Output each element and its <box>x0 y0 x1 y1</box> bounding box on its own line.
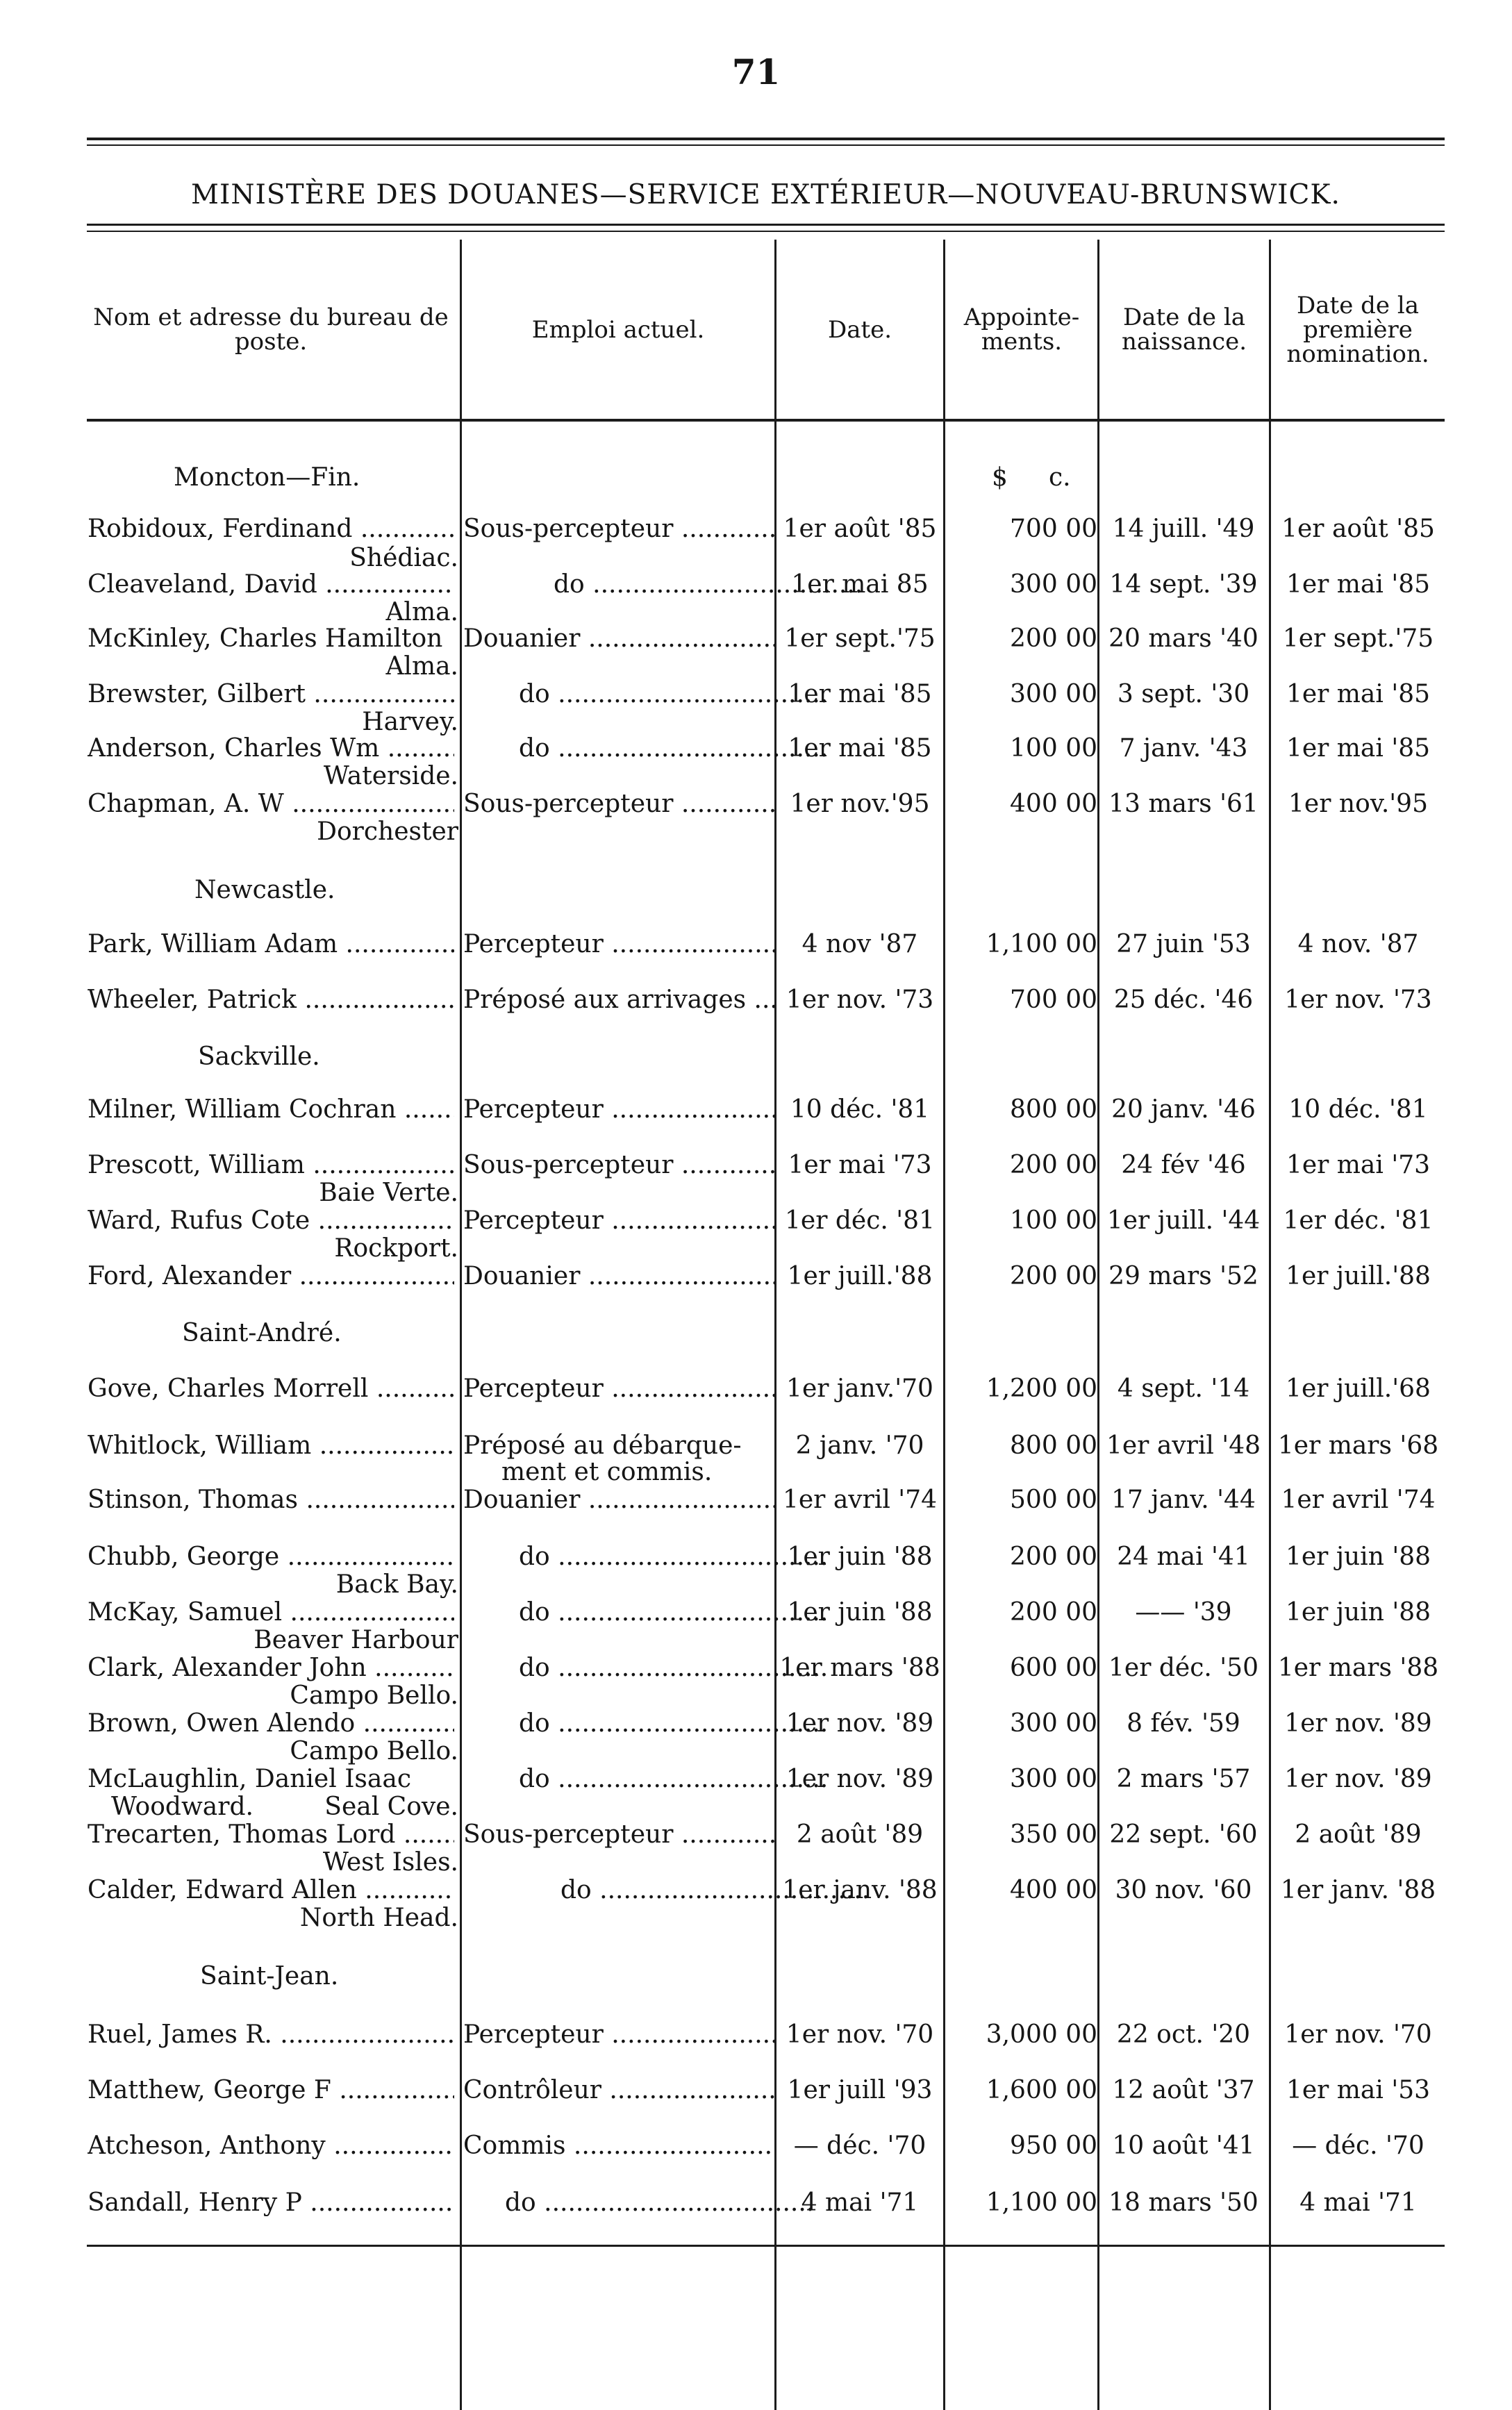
cell-date: 1er déc. '81 <box>785 1206 935 1235</box>
cell-appointements: 100 00 <box>1010 1206 1097 1235</box>
table-row <box>0 1821 1512 1849</box>
table-row <box>0 986 1512 1014</box>
place-name: Seal Cove. <box>324 1793 458 1821</box>
cell-emploi: Percepteur ..... <box>463 1096 774 1124</box>
cell-premiere: 4 mai '71 <box>1299 2188 1417 2217</box>
cell-nom: Whitlock, William ..... <box>88 1432 454 1460</box>
cell-date: 1er mai '73 <box>788 1151 932 1179</box>
cell-emploi: Sous-percepteur ..... <box>463 1821 774 1849</box>
cell-date: 2 janv. '70 <box>795 1431 924 1460</box>
cell-naissance: 1er juill. '44 <box>1106 1206 1261 1235</box>
currency-dollars: $ <box>992 463 1008 492</box>
cell-emploi: Percepteur ..... <box>463 2021 774 2049</box>
table-row <box>0 790 1512 818</box>
cell-appointements: 800 00 <box>1010 1431 1097 1460</box>
cell-nom: Brown, Owen Alendo ..... <box>88 1710 454 1738</box>
cell-nom: McKinley, Charles Hamilton <box>88 625 443 653</box>
cell-appointements: 700 00 <box>1010 515 1097 543</box>
cell-appointements: 200 00 <box>1010 1543 1097 1571</box>
cell-emploi: Commis ..... <box>463 2132 774 2160</box>
cell-naissance: 22 oct. '20 <box>1116 2020 1251 2049</box>
cell-premiere: 1er mai '85 <box>1286 570 1431 599</box>
cell-naissance: 25 déc. '46 <box>1113 986 1254 1014</box>
cell-date: — déc. '70 <box>793 2131 927 2160</box>
cell-naissance: 1er avril '48 <box>1106 1431 1261 1460</box>
section-heading: Saint-André. <box>182 1319 342 1347</box>
place-name: Waterside. <box>323 762 458 790</box>
place-name: Alma. <box>385 598 458 626</box>
cell-naissance: 12 août '37 <box>1112 2076 1255 2104</box>
cell-nom: Chubb, George ..... <box>88 1543 454 1571</box>
table-row <box>0 1765 1512 1793</box>
cell-naissance: 14 sept. '39 <box>1109 570 1258 599</box>
cell-date: 4 mai '71 <box>801 2188 919 2217</box>
top-rule-2 <box>87 144 1445 146</box>
table-row <box>0 625 1512 653</box>
cell-appointements: 300 00 <box>1010 680 1097 708</box>
cell-emploi: Sous-percepteur ..... <box>463 515 774 543</box>
cell-appointements: 350 00 <box>1010 1820 1097 1849</box>
page-number: 71 <box>731 51 781 92</box>
table-row <box>0 931 1512 958</box>
currency-cents: c. <box>1049 463 1071 492</box>
table-row <box>0 1375 1512 1403</box>
cell-nom: Anderson, Charles Wm ..... <box>88 735 454 763</box>
table-row <box>0 2132 1512 2160</box>
cell-premiere: 1er nov.'95 <box>1288 790 1428 818</box>
place-name: Campo Bello. <box>290 1737 458 1765</box>
cell-premiere: 1er juill.'68 <box>1286 1374 1431 1403</box>
cell-emploi: Percepteur ..... <box>463 931 774 958</box>
cell-naissance: 3 sept. '30 <box>1117 680 1250 708</box>
cell-nom: Chapman, A. W ..... <box>88 790 454 818</box>
cell-naissance: 7 janv. '43 <box>1119 734 1248 763</box>
header-appointements: Appointe-ments. <box>963 304 1080 356</box>
cell-premiere: 10 déc. '81 <box>1288 1095 1428 1124</box>
cell-naissance: 29 mars '52 <box>1108 1262 1258 1290</box>
cell-premiere: 1er mai '53 <box>1286 2076 1431 2104</box>
cell-appointements: 200 00 <box>1010 1262 1097 1290</box>
cell-date: 1er avril '74 <box>782 1486 938 1514</box>
cell-naissance: 14 juill. '49 <box>1112 515 1255 543</box>
cell-appointements: 400 00 <box>1010 790 1097 818</box>
table-row <box>0 1096 1512 1124</box>
section-heading: Saint-Jean. <box>200 1962 339 1991</box>
place-name: Beaver Harbour <box>254 1626 458 1654</box>
cell-premiere: 1er mai '85 <box>1286 680 1431 708</box>
cell-naissance: 20 janv. '46 <box>1111 1095 1256 1124</box>
cell-emploi: Préposé aux arrivages ..... <box>463 986 774 1014</box>
cell-naissance: —— '39 <box>1135 1598 1232 1627</box>
cell-nom: Stinson, Thomas ..... <box>88 1486 454 1514</box>
table-row <box>0 2021 1512 2049</box>
cell-nom: Trecarten, Thomas Lord ..... <box>88 1821 454 1849</box>
cell-premiere: 1er mai '73 <box>1286 1151 1431 1179</box>
cell-nom: Matthew, George F ..... <box>88 2077 454 2104</box>
place-name: Rockport. <box>334 1234 458 1263</box>
table-row <box>0 1207 1512 1235</box>
cell-naissance: 30 nov. '60 <box>1115 1876 1252 1904</box>
cell-date: 1er sept.'75 <box>784 624 936 653</box>
cell-appointements: 1,100 00 <box>986 930 1097 958</box>
table-row <box>0 1543 1512 1571</box>
cell-nom: Sandall, Henry P ..... <box>88 2189 454 2217</box>
cell-appointements: 100 00 <box>1010 734 1097 763</box>
cell-nom: Atcheson, Anthony ..... <box>88 2132 454 2160</box>
cell-premiere: 1er juin '88 <box>1285 1543 1431 1571</box>
cell-premiere: 1er nov. '73 <box>1284 986 1432 1014</box>
cell-premiere: — déc. '70 <box>1292 2131 1424 2160</box>
cell-naissance: 2 mars '57 <box>1116 1765 1251 1793</box>
cell-date: 1er juill.'88 <box>787 1262 933 1290</box>
cell-naissance: 17 janv. '44 <box>1111 1486 1256 1514</box>
cell-appointements: 200 00 <box>1010 624 1097 653</box>
table-row <box>0 2077 1512 2104</box>
cell-naissance: 13 mars '61 <box>1108 790 1258 818</box>
cell-emploi: Percepteur ..... <box>463 1375 774 1403</box>
table-row <box>0 1263 1512 1290</box>
cell-date: 1er mai '85 <box>788 734 932 763</box>
cell-emploi: do ..... <box>463 1877 872 1904</box>
table-row <box>0 735 1512 763</box>
section-heading: Newcastle. <box>194 876 335 904</box>
cell-date: 1er nov. '89 <box>786 1765 934 1793</box>
cell-date: 1er nov. '89 <box>786 1709 934 1738</box>
header-date: Date. <box>827 315 892 344</box>
cell-naissance: 18 mars '50 <box>1108 2188 1258 2217</box>
cell-premiere: 1er mars '68 <box>1277 1431 1439 1460</box>
cell-emploi: Sous-percepteur ..... <box>463 790 774 818</box>
cell-appointements: 300 00 <box>1010 570 1097 599</box>
table-row <box>0 2189 1512 2217</box>
cell-emploi: Sous-percepteur ..... <box>463 1152 774 1179</box>
cell-appointements: 200 00 <box>1010 1598 1097 1627</box>
cell-nom: McKay, Samuel ..... <box>88 1599 454 1627</box>
title-rule-2 <box>87 231 1445 232</box>
cell-nom: Robidoux, Ferdinand ..... <box>88 515 454 543</box>
cell-nom: Cleaveland, David ..... <box>88 571 454 599</box>
cell-emploi: do ..... <box>463 571 865 599</box>
cell-appointements: 1,100 00 <box>986 2188 1097 2217</box>
cell-appointements: 700 00 <box>1010 986 1097 1014</box>
table-row <box>0 1710 1512 1738</box>
cell-emploi: do ..... <box>463 2189 816 2217</box>
cell-appointements: 1,200 00 <box>986 1374 1097 1403</box>
cell-emploi: Préposé au débarque- <box>463 1432 742 1460</box>
cell-appointements: 200 00 <box>1010 1151 1097 1179</box>
cell-premiere: 1er juin '88 <box>1285 1598 1431 1627</box>
cell-naissance: 4 sept. '14 <box>1117 1374 1250 1403</box>
cell-appointements: 950 00 <box>1010 2131 1097 2160</box>
header-rule <box>87 419 1445 422</box>
cell-naissance: 10 août '41 <box>1112 2131 1255 2160</box>
table-row <box>0 1599 1512 1627</box>
table-row <box>0 571 1512 599</box>
place-name: Woodward. <box>111 1793 254 1821</box>
cell-naissance: 8 fév. '59 <box>1127 1709 1240 1738</box>
place-name: West Isles. <box>322 1848 458 1877</box>
cell-date: 1er mai 85 <box>791 570 929 599</box>
cell-appointements: 400 00 <box>1010 1876 1097 1904</box>
header-nom: Nom et adresse du bureau de poste. <box>93 304 449 356</box>
header-emploi: Emploi actuel. <box>531 315 705 344</box>
cell-appointements: 500 00 <box>1010 1486 1097 1514</box>
cell-premiere: 1er juill.'88 <box>1286 1262 1431 1290</box>
cell-nom: Brewster, Gilbert ..... <box>88 681 454 708</box>
table-row <box>0 1877 1512 1904</box>
place-name: Dorchester <box>317 817 458 846</box>
cell-premiere: 1er mai '85 <box>1286 734 1431 763</box>
cell-nom: Milner, William Cochran ..... <box>88 1096 454 1124</box>
emploi-continuation: ment et commis. <box>501 1458 713 1486</box>
place-name: Baie Verte. <box>319 1179 458 1207</box>
cell-date: 10 déc. '81 <box>790 1095 930 1124</box>
cell-naissance: 27 juin '53 <box>1116 930 1251 958</box>
cell-emploi: do ..... <box>463 735 830 763</box>
cell-date: 1er janv. '88 <box>782 1876 938 1904</box>
bottom-rule <box>87 2245 1445 2247</box>
table-row <box>0 681 1512 708</box>
section-heading: Moncton—Fin. <box>174 463 360 492</box>
cell-naissance: 20 mars '40 <box>1108 624 1258 653</box>
table-row <box>0 1432 1512 1460</box>
cell-premiere: 1er sept.'75 <box>1282 624 1434 653</box>
cell-nom: Ford, Alexander ..... <box>88 1263 454 1290</box>
cell-premiere: 1er nov. '70 <box>1284 2020 1432 2049</box>
cell-naissance: 22 sept. '60 <box>1109 1820 1258 1849</box>
cell-emploi: do ..... <box>463 1654 830 1682</box>
header-premiere: Date de la première nomination. <box>1286 291 1429 368</box>
cell-emploi: Douanier ..... <box>463 625 774 653</box>
cell-appointements: 300 00 <box>1010 1765 1097 1793</box>
cell-date: 1er juin '88 <box>787 1543 933 1571</box>
page-title: MINISTÈRE DES DOUANES—SERVICE EXTÉRIEUR—NOUVEAU-BRUNSWICK. <box>191 179 1340 210</box>
section-heading: Sackville. <box>198 1042 320 1071</box>
cell-naissance: 1er déc. '50 <box>1108 1654 1258 1682</box>
table-row <box>0 1654 1512 1682</box>
cell-nom: Park, William Adam ..... <box>88 931 454 958</box>
cell-emploi: do ..... <box>463 1710 830 1738</box>
cell-date: 1er juill '93 <box>787 2076 933 2104</box>
place-name: Back Bay. <box>335 1570 458 1599</box>
cell-appointements: 600 00 <box>1010 1654 1097 1682</box>
cell-date: 1er août '85 <box>783 515 937 543</box>
cell-emploi: Percepteur ..... <box>463 1207 774 1235</box>
cell-premiere: 1er mars '88 <box>1277 1654 1439 1682</box>
place-name: Harvey. <box>362 708 458 736</box>
cell-naissance: 24 fév '46 <box>1121 1151 1246 1179</box>
cell-nom: Calder, Edward Allen ..... <box>88 1877 454 1904</box>
cell-naissance: 24 mai '41 <box>1117 1543 1250 1571</box>
cell-premiere: 2 août '89 <box>1295 1820 1422 1849</box>
cell-date: 1er nov. '70 <box>786 2020 934 2049</box>
cell-emploi: do ..... <box>463 1543 830 1571</box>
cell-nom: Gove, Charles Morrell ..... <box>88 1375 454 1403</box>
cell-emploi: do ..... <box>463 1599 830 1627</box>
cell-premiere: 1er nov. '89 <box>1284 1709 1432 1738</box>
place-name: Alma. <box>385 652 458 681</box>
header-naissance: Date de la naissance. <box>1121 304 1247 356</box>
cell-nom: McLaughlin, Daniel Isaac <box>88 1765 411 1793</box>
cell-premiere: 1er nov. '89 <box>1284 1765 1432 1793</box>
cell-premiere: 1er avril '74 <box>1281 1486 1436 1514</box>
table-row <box>0 1486 1512 1514</box>
cell-appointements: 300 00 <box>1010 1709 1097 1738</box>
cell-date: 1er mai '85 <box>788 680 932 708</box>
cell-premiere: 1er déc. '81 <box>1283 1206 1434 1235</box>
top-rule-1 <box>87 138 1445 140</box>
table-row <box>0 1152 1512 1179</box>
place-name: Shédiac. <box>349 544 458 572</box>
cell-emploi: Douanier ..... <box>463 1486 774 1514</box>
place-name: Campo Bello. <box>290 1681 458 1710</box>
cell-date: 1er nov.'95 <box>790 790 930 818</box>
cell-emploi: Contrôleur ..... <box>463 2077 774 2104</box>
cell-appointements: 1,600 00 <box>986 2076 1097 2104</box>
cell-date: 1er janv.'70 <box>786 1374 933 1403</box>
cell-emploi: do ..... <box>463 1765 830 1793</box>
cell-date: 4 nov '87 <box>801 930 918 958</box>
cell-date: 2 août '89 <box>796 1820 924 1849</box>
cell-premiere: 4 nov. '87 <box>1297 930 1419 958</box>
cell-premiere: 1er août '85 <box>1281 515 1435 543</box>
cell-date: 1er nov. '73 <box>786 986 934 1014</box>
cell-emploi: do ..... <box>463 681 830 708</box>
cell-nom: Prescott, William ..... <box>88 1152 454 1179</box>
cell-nom: Wheeler, Patrick ..... <box>88 986 454 1014</box>
cell-appointements: 3,000 00 <box>986 2020 1097 2049</box>
cell-date: 1er juin '88 <box>787 1598 933 1627</box>
cell-date: 1er mars '88 <box>779 1654 940 1682</box>
cell-nom: Ward, Rufus Cote ..... <box>88 1207 454 1235</box>
cell-nom: Ruel, James R. ..... <box>88 2021 454 2049</box>
cell-appointements: 800 00 <box>1010 1095 1097 1124</box>
place-name: North Head. <box>299 1904 458 1932</box>
title-rule-1 <box>87 224 1445 226</box>
cell-emploi: Douanier ..... <box>463 1263 774 1290</box>
cell-premiere: 1er janv. '88 <box>1280 1876 1436 1904</box>
cell-nom: Clark, Alexander John ..... <box>88 1654 454 1682</box>
table-row <box>0 515 1512 543</box>
